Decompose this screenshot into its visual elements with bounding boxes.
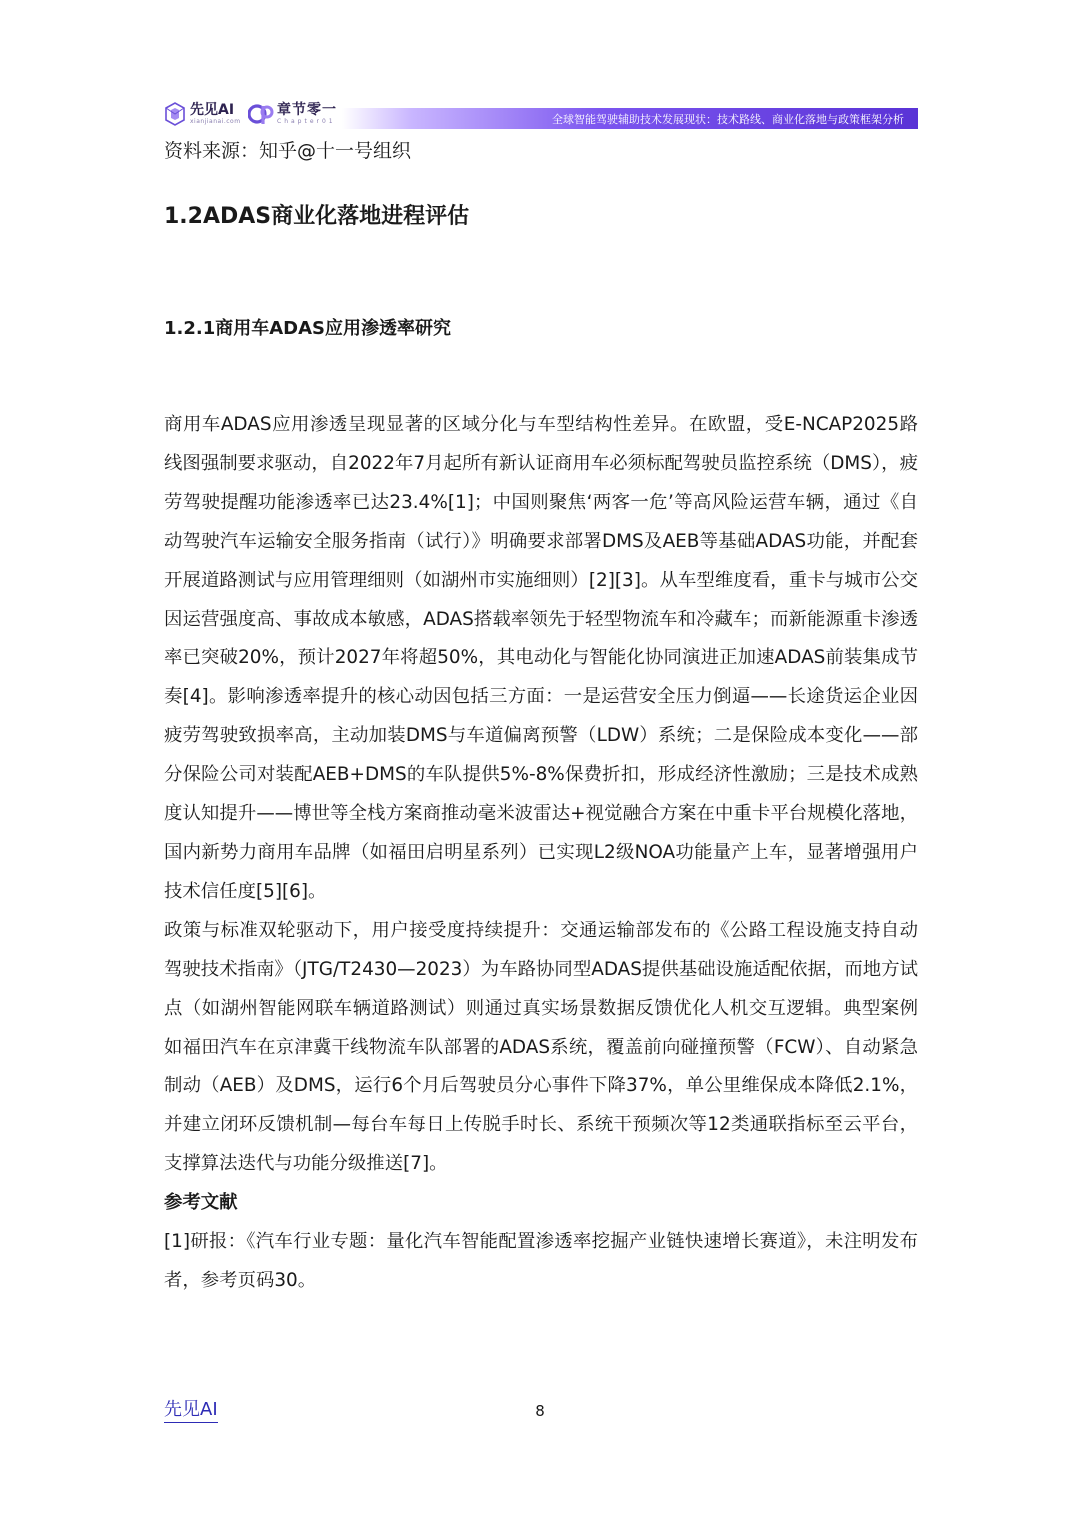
logo-secondary-sub: Chapter01 — [277, 118, 336, 125]
paragraph-2: 政策与标准双轮驱动下，用户接受度持续提升：交通运输部发布的《公路工程设施支持自动驾驶技术指南》（JTG/T2430—2023）为车路协同型ADAS提供基础设施适配依据，而地方试点（如湖州智能网联车辆道路测试）则通过真实场景数据反馈优化人机交互逻辑。典型案例如福田汽车在京津冀干线物流车队部署的ADAS系统，覆盖前向碰撞预警（FCW）、自动紧急制动（AEB）及DMS，运行6个月后驾驶员分心事件下降37%，单公里维保成本降低2.1%，并建立闭环反馈机制—每台车每日上传脱手时长、系统干预频次等12类通联指标至云平台，支撑算法迭代与功能分级推送[7]。 — [164, 919, 918, 1175]
source-line: 资料来源：知乎@十一号组织 — [164, 140, 412, 162]
chapter01-logo — [248, 102, 337, 126]
logo-primary-sub: xianjianai.com — [190, 118, 241, 125]
section-heading: 1.2ADAS商业化落地进程评估 — [164, 204, 470, 229]
xianjian-logo — [164, 102, 241, 126]
logo-secondary-name: 章节零一 — [277, 102, 337, 118]
footer-brand-link[interactable]: 先见AI — [164, 1398, 218, 1423]
logo-primary-name: 先见AI — [190, 102, 235, 118]
header-banner — [342, 108, 918, 129]
references-title: 参考文献 — [164, 1192, 238, 1214]
page-header — [164, 100, 918, 130]
document-body — [164, 136, 918, 1301]
xianjian-logo-icon — [164, 102, 186, 126]
paragraph-1: 商用车ADAS应用渗透呈现显著的区域分化与车型结构性差异。在欧盟，受E-NCAP2025路线图强制要求驱动，自2022年7月起所有新认证商用车必须标配驾驶员监控系统（DMS），疲劳驾驶提醒功能渗透率已达23.4%[1]；中国则聚焦‘两客一危’等高风险运营车辆，通过《自动驾驶汽车运输安全服务指南（试行）》明确要求部署DMS及AEB等基础ADAS功能，并配套开展道路测试与应用管理细则（如湖州市实施细则）[2][3]。从车型维度看，重卡与城市公交因运营强度高、事故成本敏感，ADAS搭载率领先于轻型物流车和冷藏车；而新能源重卡渗透率已突破20%，预计2027年将超50%，其电动化与智能化协同演进正加速ADAS前装集成节奏[4]。影响渗透率提升的核心动因包括三方面：一是运营安全压力倒逼——长途货运企业因疲劳驾驶致损率高，主动加装DMS与车道偏离预警（LDW）系统；二是保险成本变化——部分保险公司对装配AEB+DMS的车队提供5%-8%保费折扣，形成经济性激励；三是技术成熟度认知提升——博世等全栈方案商推动毫米波雷达+视觉融合方案在中重卡平台规模化落地，国内新势力商用车品牌（如福田启明星系列）已实现L2级NOA功能量产上车，显著增强用户技术信任度[5][6]。 — [164, 414, 919, 902]
header-banner-title: 全球智能驾驶辅助技术发展现状：技术路线、商业化落地与政策框架分析 — [552, 112, 904, 126]
subsection-heading: 1.2.1商用车ADAS应用渗透率研究 — [164, 318, 452, 339]
chapter01-logo-icon — [248, 102, 274, 126]
reference-1: [1]研报：《汽车行业专题：量化汽车智能配置渗透率挖掘产业链快速增长赛道》，未注明发布者，参考页码30。 — [164, 1231, 918, 1291]
page-number: 8 — [535, 1402, 545, 1420]
